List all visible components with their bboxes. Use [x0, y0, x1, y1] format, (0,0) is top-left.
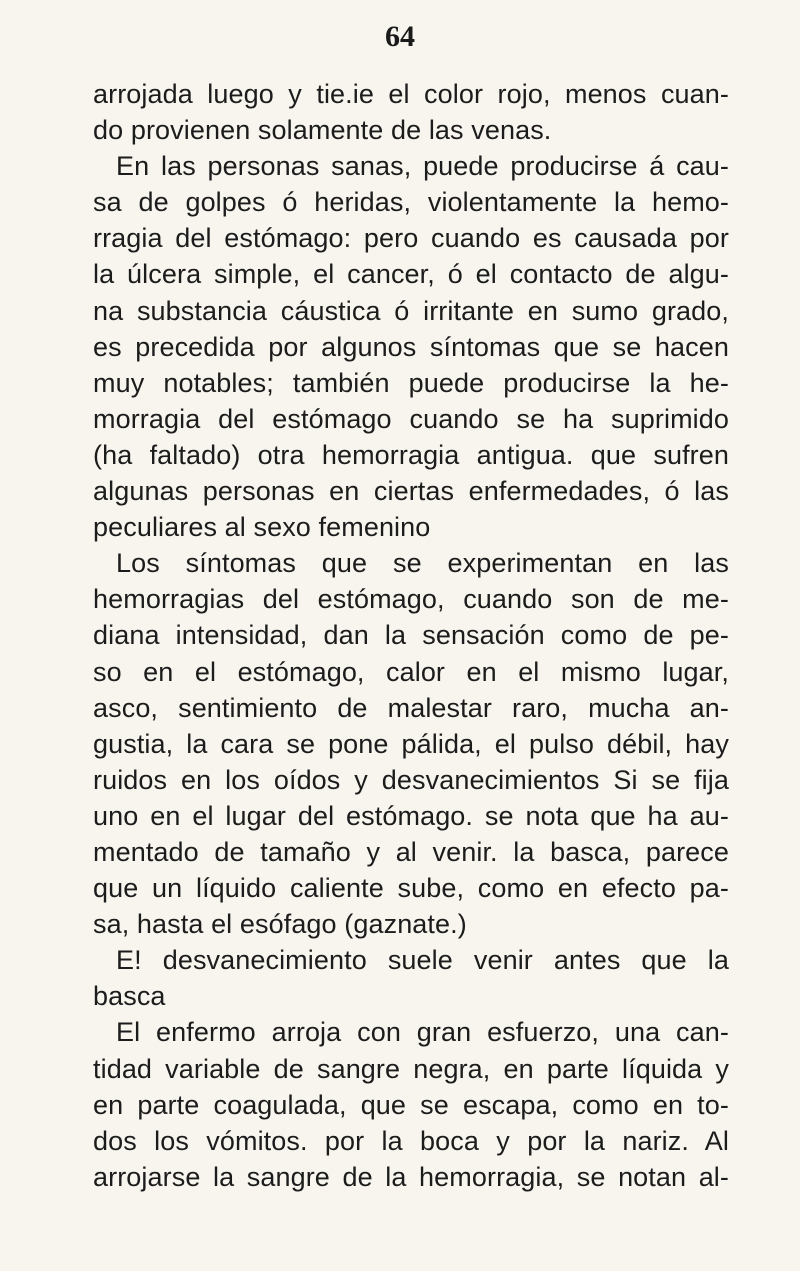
text-line: diana intensidad, dan la sensación como de pe- — [93, 620, 729, 651]
page-number: 64 — [385, 20, 415, 53]
text-line: en parte coagulada, que se escapa, como en to- — [93, 1089, 729, 1120]
body-text — [93, 76, 729, 1195]
text-line: (ha faltado) otra hemorragia antigua. que sufren — [93, 439, 729, 470]
text-line: E! desvanecimiento suele venir antes que la — [116, 945, 729, 976]
text-line: la úlcera simple, el cancer, ó el contacto de algu- — [93, 259, 729, 290]
text-line: arrojada luego y tie.ie el color rojo, menos cuan- — [93, 79, 729, 109]
text-line: asco, sentimiento de malestar raro, mucha an- — [93, 692, 729, 723]
text-line: uno en el lugar del estómago. se nota que ha au- — [93, 800, 729, 831]
text-line: En las personas sanas, puede producirse á cau- — [116, 151, 729, 182]
text-line: basca — [93, 981, 166, 1012]
text-line: arrojarse la sangre de la hemorragia, se notan al- — [93, 1161, 729, 1192]
text-line: do provienen solamente de las venas. — [93, 115, 552, 146]
text-line: algunas personas en ciertas enfermedades, ó las — [93, 476, 729, 507]
text-line: sa, hasta el esófago (gaznate.) — [93, 909, 467, 940]
text-line: so en el estómago, calor en el mismo lugar, — [93, 656, 729, 687]
text-line: dos los vómitos. por la boca y por la nariz. Al — [93, 1125, 729, 1156]
text-line: tidad variable de sangre negra, en parte líquida y — [93, 1053, 729, 1084]
text-line: mentado de tamaño y al venir. la basca, parece — [93, 836, 729, 867]
text-line: muy notables; también puede producirse la he- — [93, 367, 729, 398]
text-line: sa de golpes ó heridas, violentamente la hemo- — [93, 187, 729, 218]
text-line: rragia del estómago: pero cuando es causada por — [93, 223, 729, 254]
text-line: morragia del estómago cuando se ha suprimido — [93, 403, 729, 434]
text-line: que un líquido caliente sube, como en efecto pa- — [93, 873, 729, 904]
text-line: na substancia cáustica ó irritante en sumo grado, — [93, 295, 729, 326]
text-line: El enfermo arroja con gran esfuerzo, una can- — [116, 1017, 729, 1048]
text-line: gustia, la cara se pone pálida, el pulso débil, hay — [93, 728, 729, 759]
text-line: es precedida por algunos síntomas que se hacen — [93, 331, 729, 362]
text-line: Los síntomas que se experimentan en las — [116, 548, 729, 579]
text-line: hemorragias del estómago, cuando son de me- — [93, 584, 729, 615]
text-line: peculiares al sexo femenino — [93, 512, 431, 543]
text-line: ruidos en los oídos y desvanecimientos Si se fija — [93, 764, 729, 795]
